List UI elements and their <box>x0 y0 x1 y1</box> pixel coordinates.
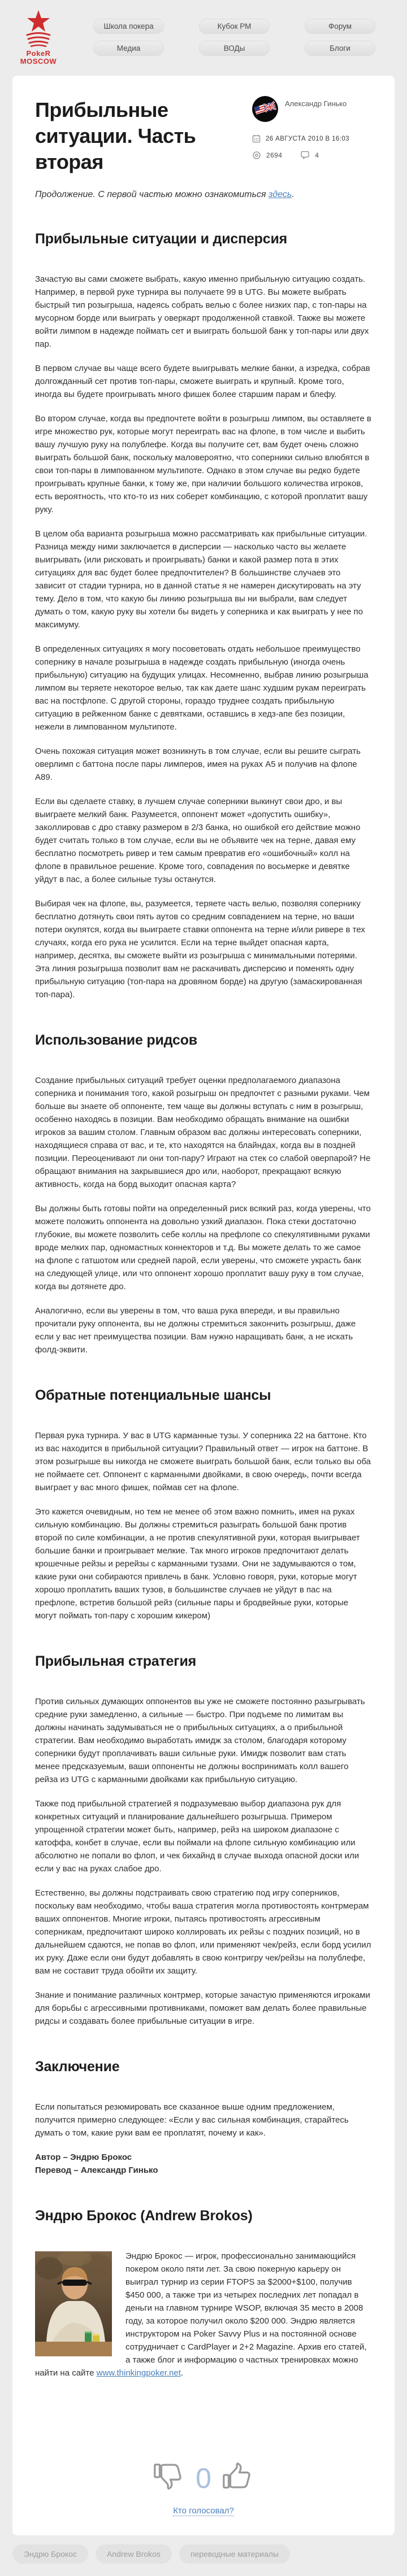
avatar[interactable] <box>252 96 278 122</box>
views-count: 2694 <box>266 151 283 159</box>
article-meta <box>252 93 372 175</box>
body-paragraph: Первая рука турнира. У вас в UTG карманные тузы. У соперника 22 на баттоне. Кто из вас находится в прибыльной ситуации? Правильный ответ — игрок на баттоне. В этом розыгрыше вы никогда не сможете выиграть большой банк, если только вы оба не поймаете сет. Оппонент с карманными двойками, в свою очередь, почти всегда выиграет у вас много фишек, поймав сет на флопе. <box>35 1431 371 1492</box>
calendar-icon <box>252 134 261 143</box>
body-paragraph: В целом оба варианта розыгрыша можно рассматривать как прибыльные ситуации. Разница между ними заключается в дисперсии — насколько часто вы желаете выигрывать (или рисковать и проигрывать) банки и какой размер пота в этих ситуациях для вас будет более предпочтителен? В большинстве случаев это зависит от стадии турнира, но в данной статье я не намерен дискутировать на эту тему. Дело в том, что какую бы линию розыгрыша вы ни выбрали, вам следует думать о том, какую руку вы хотели бы видеть у соперника и как выиграть у нее по максимуму. <box>35 529 367 630</box>
body-paragraph: Выбирая чек на флопе, вы, разумеется, теряете часть велью, позволяя сопернику бесплатно дотянуть свои пять аутов со средним совпадением на терне, но ваши потери окупятся, когда вы выиграете ставки оппонента на терне и/или ривере в тех случаях, когда его рука не усилится. Если на терне выйдет опасная карта, например, десятка, вы сможете выйти из розыгрыша с минимальными потерями. Эта линия розыгрыша позволит вам не раскачивать дисперсию и поменять одну прибыльную ситуацию (топ-пара на дровяном борде) на другую (замаскированная топ-пара). <box>35 899 365 999</box>
section-heading: Прибыльная стратегия <box>35 1653 197 1669</box>
nav-button-5[interactable]: ВОДы <box>199 41 270 56</box>
first-part-link[interactable]: здесь <box>269 190 292 199</box>
article-section <box>35 1653 372 2028</box>
body-paragraph: Против сильных думающих оппонентов вы уже не сможете постоянно разыгрывать средние руки замедленно, а сильные — быстро. При подъеме по лимитам вы должны начинать задумываться не о прибыльных ситуациях, а о прибыльной стратегии. Вам необходимо выработать имидж за столом, благодаря которому соперники будут проплачивать ваши сильные руки. Имидж позволит вам стать менее предсказуемым, ваши оппоненты не должны воспринимать колл вашего рейза из UTG с карманными двойками как прибыльную ситуацию. <box>35 1697 365 1784</box>
who-voted-link[interactable]: Кто голосовал? <box>173 2506 234 2516</box>
page-title: Прибыльные ситуации. Часть вторая <box>35 98 196 173</box>
vote-count: 0 <box>196 2463 211 2494</box>
nav-button-2[interactable]: Кубок РМ <box>199 19 270 34</box>
comments-count: 4 <box>315 151 319 159</box>
thumbs-up-icon[interactable] <box>220 2459 256 2494</box>
body-paragraph: Создание прибыльных ситуаций требует оценки предполагаемого диапазона соперника и понимания того, какой розыгрыш он предпочтет с разными руками. Чем больше вы знаете об оппоненте, тем чаще вы должны вступать с ним в розыгрыш, особенно находясь в позиции. Вам необходимо обращать внимание на ошибки игроков за вашим столом. Главным образом вас должны интересовать соперники, находящиеся справа от вас, и те, кто находятся на блайндах, когда вы в поздней позиции. Переоценивают ли они топ-пару? Играют на стек со слабой оверпарой? Не обращают внимания на закрывшиеся дро или, наоборот, прекращают всякую активность, когда на борд выходит опасная карта? <box>35 1076 371 1189</box>
site-header <box>0 0 407 72</box>
body-paragraph: Зачастую вы сами сможете выбрать, какую именно прибыльную ситуацию создать. Например, в первой руке турнира вы получаете 99 в UTG. Вы можете выбрать быстрый тип розыгрыша, надеясь собрать велью с более низких пар, с топ-пары на мусорном борде или выиграть у оверкарт продолженной ставкой. Также вы можете войти лимпом в надежде поймать сет и выиграть большой банк у топ-пары или двух пар. <box>35 274 369 349</box>
article-section <box>35 231 372 1001</box>
author-link[interactable]: Александр Гинько <box>285 99 347 108</box>
nav-button-6[interactable]: Блоги <box>305 41 375 56</box>
vote-widget <box>12 2453 395 2516</box>
nav-button-4[interactable]: Медиа <box>93 41 164 56</box>
star-icon <box>18 9 59 49</box>
article-section <box>35 1032 372 1356</box>
publish-date: 26 АВГУСТА 2010 В 16:03 <box>266 135 349 142</box>
andrew-brokos-photo <box>35 2251 112 2356</box>
body-paragraph: Во втором случае, когда вы предпочтете войти в розыгрыш лимпом, вы оставляете в игре множество рук, которые могут переиграть вас на флопе, в том числе и выбить вашу лучшую руку на полублефе. Когда вы получите сет, вам будет очень сложно выиграть большой банк, поскольку маловероятно, что соперники сильно влюбятся в свои топ-пары в лимпованном мультипоте. Однако в этом случае вы редко будете проигрывать крупные банки, к тому же, при наличии большого количества игроков, есть вероятность, что кто-то из них соберет комбинацию, с которой проплатит вашу руку. <box>35 414 371 514</box>
publish-date-row <box>252 134 372 143</box>
bio-period: . <box>180 2368 184 2378</box>
tag-pill[interactable]: Andrew Brokos <box>96 2544 172 2564</box>
body-paragraph: Также под прибыльной стратегией я подразумеваю выбор диапазона рук для конкретных ситуаций и планирование дальнейшего розыгрыша. Примером упрощенной стратегии может быть, например, рейз на широком диапазоне с катоффа, конбет в случае, если вы поймали на флопе сильную комбинацию или абсолютно не попали во флоп, и чек бихайнд в случае выхода опасной доски или если у вас на руках слабое дро. <box>35 1799 360 1874</box>
thinkingpoker-link[interactable]: www.thinkingpoker.net <box>96 2368 181 2378</box>
section-heading: Обратные потенциальные шансы <box>35 1387 271 1403</box>
intro-text: Продолжение. С первой частью можно ознакомиться <box>35 190 269 199</box>
article-body <box>35 231 372 2177</box>
bio-section <box>35 2208 372 2379</box>
eye-icon <box>252 151 261 160</box>
body-paragraph: Вы должны быть готовы пойти на определенный риск всякий раз, когда уверены, что можете положить оппонента на довольно узкий диапазон. Пока стеки достаточно глубокие, вы можете позволить себе коллы на префлопе со спекулятивными руками вроде мелких пар, одномастных коннекторов и т.д. Вы можете делать то же самое на флопе с гатшотом или средней парой, если уверены, что сможете украсть банк на следующей улице, или что оппонент хорошо проплатит вашу руку в том случае, когда вы дотянете дро. <box>35 1204 371 1291</box>
article-card <box>12 76 395 2535</box>
section-heading: Прибыльные ситуации и дисперсия <box>35 231 288 247</box>
body-paragraph: Это кажется очевидным, но тем не менее об этом важно помнить, имея на руках сильную комбинацию. Вы должны стремиться разыграть большой банк против второй по силе комбинации, а не против спекулятивной руки, которая выигрывает большие банки и проигрывает мелкие. Так много игроков предпочитают делать крошечные рейзы и ререйзы с карманными тузами. Они не задумываются о том, какие руки они собираются привлечь в банк. Условно говоря, руки, которые могут хорошо проплатить ваших тузов, в большинстве случаев не уйдут в пас на префлопе, встретив большой рейз (сильные пары и бродвейные руки, которые могут поймать топ-пару с хорошим кикером) <box>35 1507 360 1621</box>
article-header <box>35 93 372 175</box>
bio-text: Эндрю Брокос — игрок, профессионально занимающийся покером около пяти лет. За свою покерную карьеру он выиграл турнир из серии FTOPS за $2000+$100, получив $450 000, а также три из четырех последних лет попадал в деньги на главном турнире WSOP, включая 35 место в 2008 году, за которое получил около $200 000. Эндрю является инструктором на Poker Savvy Plus и на постоянной основе сотрудничает с CardPlayer и 2+2 Magazine. Архив его статей, а также блог и информацию о частных тренировках можно найти на сайте <box>35 2251 367 2378</box>
section-heading: Заключение <box>35 2059 120 2075</box>
body-paragraph: В определенных ситуациях я могу посоветовать отдать небольшое преимущество сопернику в начале розыгрыша в надежде создать прибыльную (иногда очень прибыльную) ситуацию на будущих улицах. Несомненно, выбрав линию розыгрыша лимпом вы теряете некоторое велью, так как даете шанс худшим рукам переиграть вас на постфлопе. С другой стороны, гораздо труднее создать прибыльную ситуацию в рейженном банке с девятками, оставшись в хедз-апе без позиции, нежели в лимпованном мультипоте. <box>35 644 369 732</box>
body-paragraph: В первом случае вы чаще всего будете выигрывать мелкие банки, а изредка, собрав долгожданный сет против топ-пары, сможете выиграть и крупный. Кроме того, иногда вы будете проигрывать много фишек более старшим парам и блефу. <box>35 364 370 399</box>
body-paragraph: Аналогично, если вы уверены в том, что ваша рука впереди, и вы правильно прочитали руку оппонента, вы не должны стремиться закончить розыгрыш, даже если у вас нет преимущества позиции. Вам нужно наращивать банк, а не искать фолд-эквити. <box>35 1306 356 1355</box>
body-paragraph: Если попытаться резюмировать все сказанное выше одним предложением, получится примерно следующее: «Если у вас сильная комбинация, старайтесь думать о том, какие руки вам ее проплатят, почему и как». <box>35 2102 349 2138</box>
logo-text: PokeR MOSCOW <box>20 49 57 66</box>
article-section <box>35 1387 372 1622</box>
intro-period: . <box>292 190 295 199</box>
nav-button-1[interactable]: Школа покера <box>93 19 164 34</box>
article-section <box>35 2059 372 2177</box>
intro-note <box>35 190 372 200</box>
body-paragraph: Автор – Эндрю Брокос Перевод – Александр Гинько <box>35 2153 158 2175</box>
body-paragraph: Знание и понимание различных контрмер, которые зачастую применяются игроками для борьбы с агрессивными противниками, поможет вам делать более правильные ридсы и создавать более прибыльные ситуации в игре. <box>35 1990 370 2026</box>
section-heading: Использование ридсов <box>35 1032 197 1048</box>
thumbs-down-icon[interactable] <box>151 2459 187 2494</box>
body-paragraph: Если вы сделаете ставку, в лучшем случае соперники выкинут свои дро, и вы выиграете мелкий банк. Разумеется, оппонент может «допустить ошибку», заколлировав с дро ставку размером в 2/3 банка, но ошибкой его действие можно будет считать только в том случае, если вы не объявите чек на терне, давая ему бесплатно посмотреть ривер и тем самым превратив его «ошибочный» колл на флопе в правильное решение. Кроме того, совпадения по восьмерке и девятке уйдут в пас, а более сильные тузы останутся. <box>35 797 361 884</box>
nav-button-3[interactable]: Форум <box>305 19 375 34</box>
section-heading: Эндрю Брокос (Andrew Brokos) <box>35 2208 253 2224</box>
body-paragraph: Очень похожая ситуация может возникнуть в том случае, если вы решите сыграть оверлимп с баттона после пары лимперов, имея на руках A5 и получив на флопе A89. <box>35 746 361 782</box>
stats-row <box>252 151 372 160</box>
main-nav <box>93 19 375 56</box>
comment-icon <box>300 151 310 160</box>
tags-row <box>12 2544 395 2564</box>
pokermoscow-logo[interactable] <box>14 9 63 65</box>
tag-pill[interactable]: переводные материалы <box>179 2544 290 2564</box>
body-paragraph: Естественно, вы должны подстраивать свою стратегию под игру соперников, поскольку вам необходимо, чтобы ваша стратегия могла противостоять контрмерам ваших оппонентов. Многие игроки, пытаясь противостоять агрессивным соперникам, предпочитают широко коллировать их рейзы с поздних позиций, но в дальнейшем сдаются, не попав во флоп, или применяют чек/рейз, если борд усилил их руку. Даже если они будут добавлять в свою контригру чек/рейзы на полублефе, вам не составит труда обойти их защиту. <box>35 1888 371 1976</box>
tag-pill[interactable]: Эндрю Брокос <box>12 2544 88 2564</box>
